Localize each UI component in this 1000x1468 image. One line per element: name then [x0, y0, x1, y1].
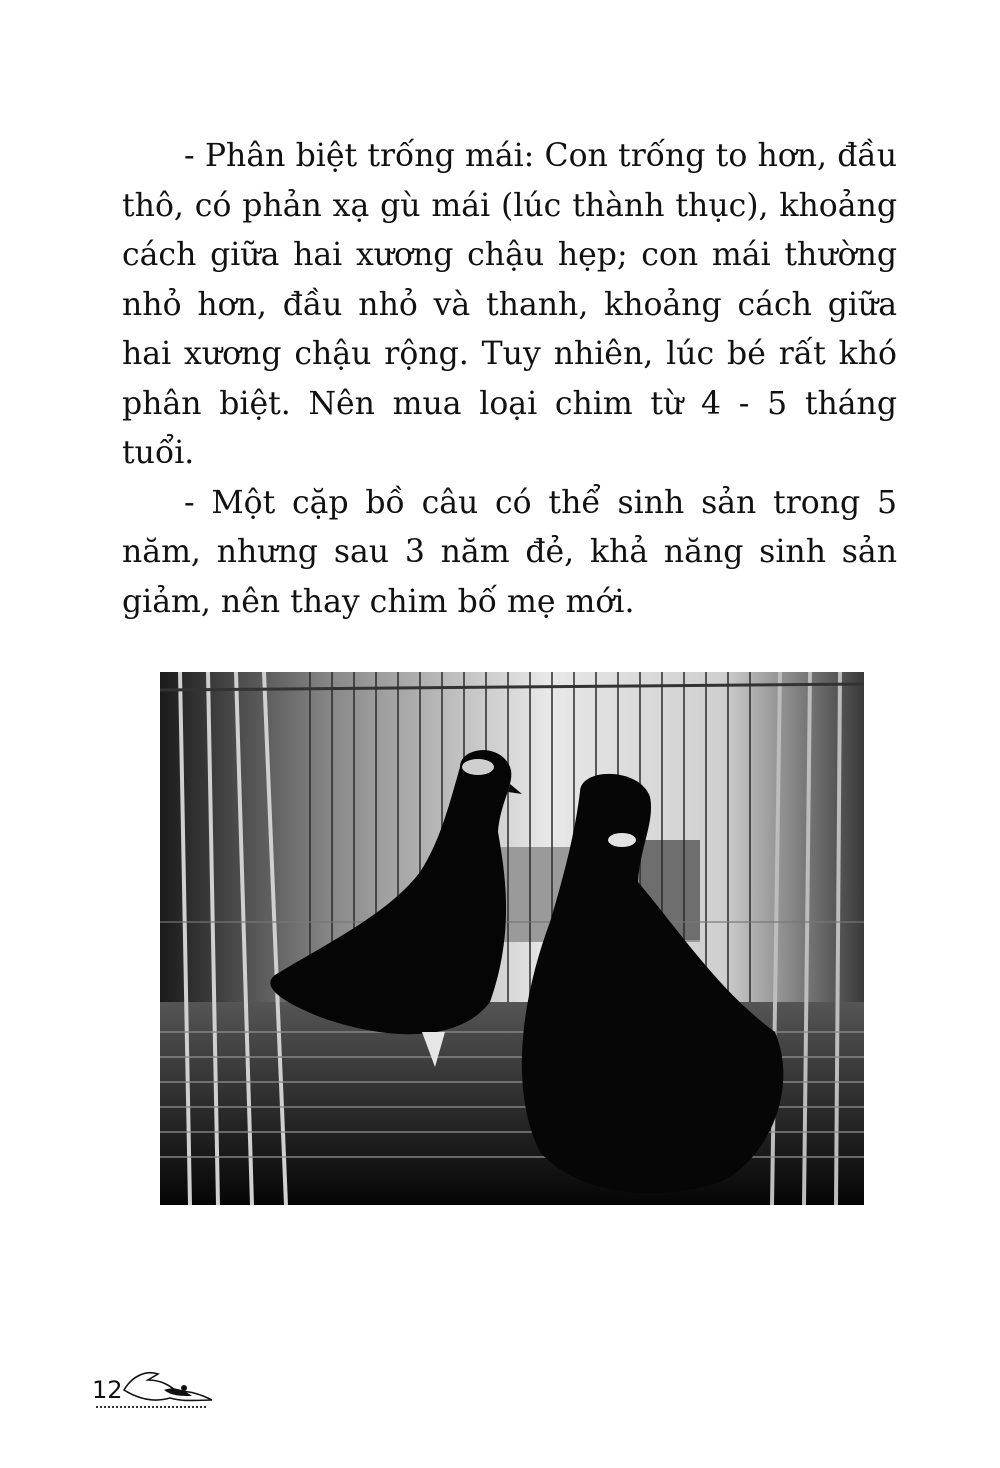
page-footer — [92, 1366, 222, 1416]
body-text — [122, 132, 897, 627]
footer-dotted-rule — [96, 1406, 206, 1408]
pigeon-ornament-icon — [118, 1366, 218, 1406]
pigeons-in-cage-photo — [160, 672, 864, 1205]
paragraph-sex-distinction: - Phân biệt trống mái: Con trống to hơn, đầu thô, có phản xạ gù mái (lúc thành thục), khoảng cách giữa hai xương chậu hẹp; con mái thường nhỏ hơn, đầu nhỏ và thanh, khoảng cách giữa hai xương chậu rộng. Tuy nhiên, lúc bé rất khó phân biệt. Nên mua loại chim từ 4 - 5 tháng tuổi. — [122, 138, 897, 471]
page-number: 12 — [92, 1376, 123, 1404]
paragraph-breeding-lifespan: - Một cặp bồ câu có thể sinh sản trong 5 năm, nhưng sau 3 năm đẻ, khả năng sinh sản giảm, nên thay chim bố mẹ mới. — [122, 484, 897, 620]
